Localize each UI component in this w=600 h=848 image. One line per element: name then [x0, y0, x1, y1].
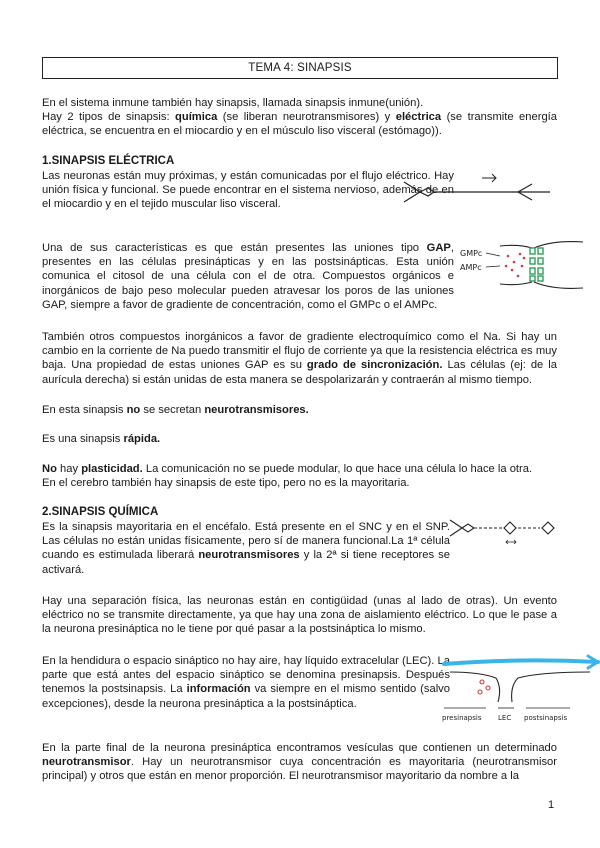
page-title: TEMA 4: SINAPSIS — [42, 57, 558, 79]
bold-neurotransmisores: neurotransmisores. — [204, 404, 309, 416]
sec2-paragraph-3 — [42, 654, 450, 711]
text: Una de sus características es que están presentes las uniones tipo — [42, 242, 427, 254]
neuron-sketch-figure — [400, 170, 560, 220]
gap-junction-figure — [458, 236, 588, 294]
bold-neurotransmisor: neurotransmisor — [42, 756, 131, 769]
text: La comunicación no se puede modular, lo que hace una célula lo hace la otra. — [142, 463, 533, 475]
page-number: 1 — [548, 799, 555, 811]
section-heading-electrica: 1.SINAPSIS ELÉCTRICA — [42, 155, 175, 167]
sec1-paragraph-1: Las neuronas están muy próximas, y están comunicadas por el flujo eléctrico. Hay unión física y funcional. Se puede encontrar en el sistema nervioso, además de en el miocardio y en el tejido muscular liso visceral. — [42, 170, 454, 211]
postsinapsis-label: postsinapsis — [524, 714, 568, 722]
gmpc-label: GMPc — [460, 249, 483, 258]
sec1-paragraph-3 — [42, 330, 557, 387]
bold-sincronizacion: grado de sincronización. — [306, 359, 443, 372]
presinapsis-label: presinapsis — [442, 714, 482, 722]
intro-text: Hay 2 tipos de sinapsis: — [42, 111, 176, 124]
sec1-paragraph-6 — [42, 462, 557, 490]
sec2-paragraph-4 — [42, 741, 557, 784]
text: hay — [56, 463, 82, 475]
sec1-paragraph-2 — [42, 241, 454, 312]
bold-neurotransmisores: neurotransmisores — [198, 549, 300, 562]
text: Es la sinapsis mayoritaria en el encéfalo. Está presente en el SNC y en el SNP. Las células no están unidas físicamente, pero sí de manera funcional.La 1ª célula cuando es estimulada liberará — [42, 521, 450, 562]
text: Las células (ej: de la aurícula derecha) si están unidas de esta manera se despolarizarán y contraerán al mismo tiempo. — [42, 359, 557, 386]
bold-no: no — [126, 404, 141, 416]
bold-electrica: eléctrica — [395, 111, 442, 124]
sec1-paragraph-4 — [42, 403, 557, 417]
text: En la hendidura o espacio sináptico no hay aire, hay líquido extracelular (LEC). La parte que está antes del espacio sináptico se denomina presinapsis. Después tenemos la postsinapsis. La — [42, 655, 450, 696]
bold-rapida: rápida. — [123, 433, 161, 445]
text: En esta sinapsis — [42, 404, 127, 416]
sec1-paragraph-5 — [42, 432, 557, 446]
chemical-synapse-sketch-figure — [446, 514, 576, 550]
sec2-paragraph-1 — [42, 520, 450, 577]
text: se secretan — [140, 404, 205, 416]
text: En la parte final de la neurona presináptica encontramos vesículas que contienen un determinado — [42, 742, 557, 754]
bold-no: No — [42, 463, 57, 475]
text: y la 2ª si tiene receptores se activará. — [42, 549, 450, 576]
intro-text: (se transmite energía eléctrica, se encuentra en el miocardio y en el músculo liso visceral (estómago)). — [42, 111, 557, 138]
bold-informacion: información — [186, 683, 251, 696]
intro-text: (se liberan neurotransmisores) y — [217, 111, 396, 124]
ampc-label: AMPc — [460, 263, 482, 272]
bold-plasticidad: plasticidad. — [81, 463, 143, 475]
intro-line-1: En el sistema inmune también hay sinapsis, llamada sinapsis inmune(unión). — [42, 97, 424, 109]
text: . Hay un neurotransmisor cuya concentración es mayoritaria (neurotransmisor principal) y otros que están en menor proporción. El neurotransmisor mayoritario da nombre a la — [42, 756, 557, 783]
synaptic-cleft-figure — [440, 648, 600, 724]
text: va siempre en el mismo sentido (salvo excepciones), desde la neurona presináptica a la postsináptica. — [42, 683, 450, 710]
sec2-paragraph-2: Hay una separación física, las neuronas están en contigüidad (unas al lado de otras). Un evento eléctrico no se transmite directamente, ya que hay una zona de aislamiento eléctrico. Lo que le pase a la neurona presináptica no le tiene por qué pasar a la postsináptica lo mismo. — [42, 595, 557, 636]
bold-quimica: química — [175, 111, 218, 124]
text: , presentes en las células presinápticas y en las postsinápticas. Esta unión comunica el citosol de una célula con el de otra. Compuestos orgánicos e inorgánicos de bajo peso molecular pueden atravesar los poros de las uniones GAP, siempre a favor de gradiente de concentración, como el GMPc o el AMPc. — [42, 242, 454, 311]
text: Es una sinapsis — [42, 433, 124, 445]
text: En el cerebro también hay sinapsis de este tipo, pero no es la mayoritaria. — [42, 477, 410, 490]
intro-paragraph — [42, 96, 557, 139]
lec-label: LEC — [498, 714, 512, 722]
bold-gap: GAP — [426, 242, 451, 254]
section-heading-quimica: 2.SINAPSIS QUÍMICA — [42, 506, 159, 518]
text: También otros compuestos inorgánicos a favor de gradiente electroquímico como el Na. Si hay un cambio en la corriente de Na puedo transmitir el flujo de corriente ya que la resistencia eléctrica es muy baja. Una propiedad de estas uniones GAP es su — [42, 331, 557, 372]
